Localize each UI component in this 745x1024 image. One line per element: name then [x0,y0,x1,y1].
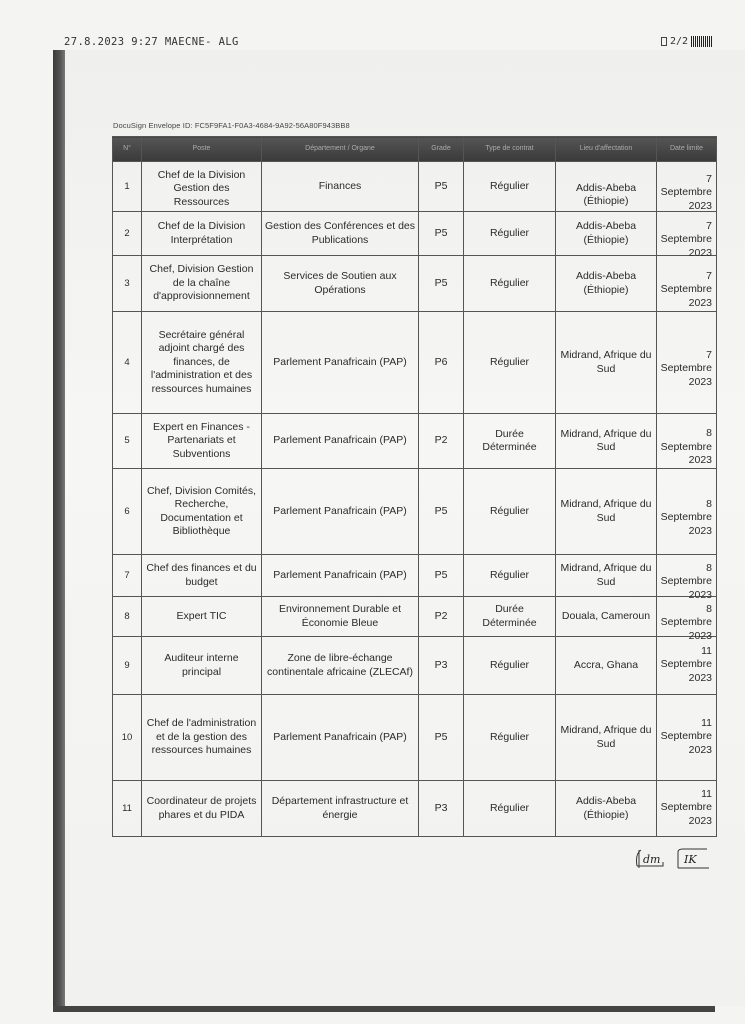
svg-text:IK: IK [684,853,697,866]
initials-2-icon [675,844,711,872]
page-bottom-shadow [53,1006,715,1012]
cell-grade: P2 [419,414,464,469]
cell-num: 4 [113,312,142,414]
cell-departement: Finances [262,162,419,212]
cell-departement: Environnement Durable et Économie Bleue [262,597,419,637]
header-poste: Poste [142,137,262,162]
cell-departement: Zone de libre-échange continentale africaine (ZLECAf) [262,637,419,695]
vacancy-table [112,136,717,837]
table-row [113,695,717,781]
cell-date [657,781,717,837]
initials-area [633,844,711,872]
cell-date [657,162,717,212]
cell-date [657,695,717,781]
cell-date [657,212,717,259]
cell-lieu: Midrand, Afrique du Sud [556,469,657,555]
cell-departement: Parlement Panafricain (PAP) [262,695,419,781]
cell-type: Régulier [464,256,556,312]
cell-grade: P6 [419,312,464,414]
cell-date [657,469,717,555]
cell-poste-text: Chef de la Division Gestion des Ressources [157,168,246,208]
page-edge-shadow [53,50,65,1012]
cell-type: Durée Déterminée [464,414,556,469]
cell-type: Durée Déterminée [464,597,556,637]
cell-departement: Parlement Panafricain (PAP) [262,312,419,414]
cell-poste: Chef, Division Gestion de la chaîne d'approvisionnement [142,256,262,312]
cell-date-text: 8 Septembre 2023 [660,427,712,466]
cell-grade: P5 [419,469,464,555]
cell-departement: Parlement Panafricain (PAP) [262,414,419,469]
table-row [113,469,717,555]
fax-page-counter [661,36,713,47]
table-row [113,256,717,312]
signature-initials-2 [675,844,711,872]
cell-poste: Secrétaire général adjoint chargé des finances, de l'administration et des ressources humaines [142,312,262,414]
cell-date [657,312,717,414]
cell-num: 10 [113,695,142,781]
cell-grade: P5 [419,555,464,597]
table-row [113,212,717,256]
table-row [113,312,717,414]
cell-lieu: Accra, Ghana [556,637,657,695]
cell-date-text: 8 Septembre 2023 [660,497,712,537]
cell-date-text: 7 Septembre 2023 [660,269,712,309]
cell-num: 8 [113,597,142,637]
cell-lieu: Midrand, Afrique du Sud [556,414,657,469]
cell-num: 1 [113,162,142,212]
cell-num: 7 [113,555,142,597]
cell-lieu: Addis-Abeba (Éthiopie) [556,212,657,256]
cell-poste: Chef de la Division Interprétation [142,212,262,256]
cell-poste: Expert TIC [142,597,262,637]
cell-type: Régulier [464,781,556,837]
cell-grade: P5 [419,212,464,256]
cell-type: Régulier [464,312,556,414]
cell-date [657,555,717,601]
cell-num: 2 [113,212,142,256]
header-num: N° [113,137,142,162]
cell-poste: Expert en Finances - Partenariats et Subventions [142,414,262,469]
table-row [113,637,717,695]
cell-date-text: 8 Septembre 2023 [660,602,712,642]
cell-num: 3 [113,256,142,312]
header-type: Type de contrat [464,137,556,162]
cell-lieu: Midrand, Afrique du Sud [556,695,657,781]
cell-poste: Auditeur interne principal [142,637,262,695]
header-date: Date limite [657,137,717,162]
cell-date [657,637,717,695]
cell-departement: Gestion des Conférences et des Publications [262,212,419,256]
svg-text:dm: dm [643,853,661,866]
cell-grade: P5 [419,695,464,781]
cell-lieu: Midrand, Afrique du Sud [556,555,657,597]
table-row [113,555,717,597]
cell-type: Régulier [464,162,556,212]
cell-poste: Chef des finances et du budget [142,555,262,597]
cell-lieu: Addis-Abeba (Éthiopie) [556,256,657,312]
signature-initials-1 [633,844,669,872]
cell-departement: Département infrastructure et énergie [262,781,419,837]
cell-grade: P5 [419,256,464,312]
cell-poste: Chef de l'administration et de la gestion des ressources humaines [142,695,262,781]
cell-type: Régulier [464,555,556,597]
cell-date [657,256,717,312]
cell-lieu: Midrand, Afrique du Sud [556,312,657,414]
cell-date [657,597,717,642]
cell-date-text: 7 Septembre 2023 [660,172,712,212]
cell-type: Régulier [464,469,556,555]
header-lieu: Lieu d'affectation [556,137,657,162]
cell-grade: P5 [419,162,464,212]
docusign-envelope-id: DocuSign Envelope ID: FC5F9FA1-F0A3-4684-9A92-56A80F943BB8 [113,121,350,130]
page-icon [661,37,667,46]
cell-date-text: 7 Septembre 2023 [660,219,712,259]
cell-num: 9 [113,637,142,695]
cell-grade: P2 [419,597,464,637]
cell-date [657,414,717,469]
cell-date-text: 8 Septembre 2023 [660,561,712,601]
cell-poste [142,162,262,212]
barcode-icon [691,36,713,47]
initials-1-icon [633,844,669,872]
cell-departement: Parlement Panafricain (PAP) [262,555,419,597]
cell-lieu [556,162,657,212]
cell-departement: Services de Soutien aux Opérations [262,256,419,312]
cell-lieu-text: Addis-Abeba (Éthiopie) [575,181,637,207]
page-number: 2/2 [669,36,688,47]
cell-num: 11 [113,781,142,837]
cell-num: 5 [113,414,142,469]
cell-date-text: 11 Septembre 2023 [660,787,712,827]
header-grade: Grade [419,137,464,162]
cell-lieu: Douala, Cameroun [556,597,657,637]
fax-header: 27.8.2023 9:27 MAECNE- ALG [64,36,239,48]
cell-grade: P3 [419,637,464,695]
header-departement: Département / Organe [262,137,419,162]
cell-departement: Parlement Panafricain (PAP) [262,469,419,555]
cell-date-text: 11 Septembre 2023 [660,644,712,684]
cell-type: Régulier [464,637,556,695]
cell-date-text: 7 Septembre 2023 [660,348,712,388]
cell-lieu: Addis-Abeba (Éthiopie) [556,781,657,837]
table-header-row [113,137,717,162]
cell-type: Régulier [464,695,556,781]
table-row [113,162,717,212]
table-row [113,414,717,469]
cell-date-text: 11 Septembre 2023 [660,716,712,756]
table-row [113,597,717,637]
cell-poste: Chef, Division Comités, Recherche, Documentation et Bibliothèque [142,469,262,555]
cell-num: 6 [113,469,142,555]
cell-poste: Coordinateur de projets phares et du PIDA [142,781,262,837]
cell-type: Régulier [464,212,556,256]
table-row [113,781,717,837]
cell-grade: P3 [419,781,464,837]
